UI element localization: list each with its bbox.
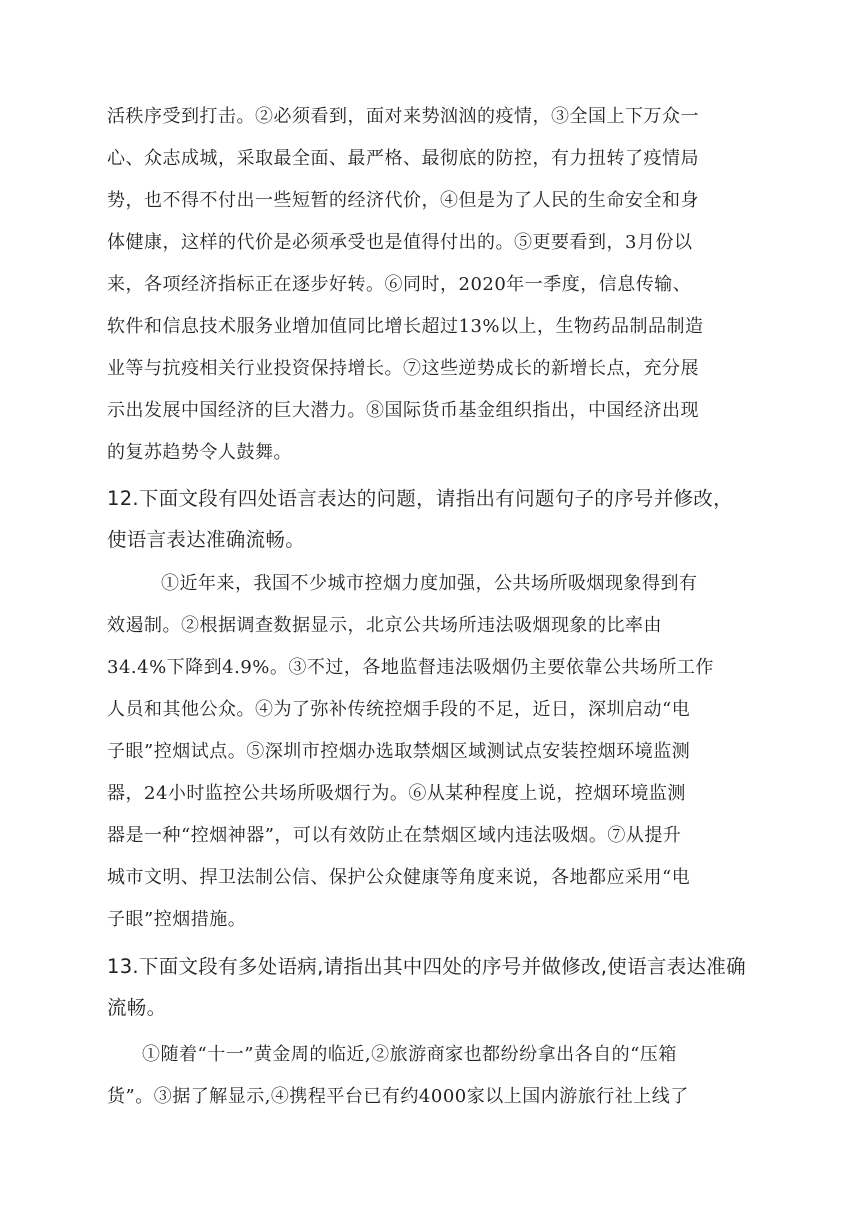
passage-line: 的复苏趋势令人鼓舞。 (107, 442, 292, 463)
question-12-passage-line: ①近年来，我国不少城市控烟力度加强，公共场所吸烟现象得到有 (161, 573, 698, 594)
passage-line: 来，各项经济指标正在逐步好转。⑥同时，2020年一季度，信息传输、 (107, 274, 692, 295)
question-13-passage-line: ①随着“十一”黄金周的临近,②旅游商家也都纷纷拿出各自的“压箱 (142, 1044, 677, 1065)
passage-line: 势，也不得不付出一些短暂的经济代价，④但是为了人民的生命安全和身 (107, 190, 699, 211)
question-13-passage-line: 货”。③据了解显示,④携程平台已有约4000家以上国内游旅行社上线了 (107, 1086, 689, 1107)
question-12-passage-line: 器是一种“控烟神器”，可以有效防止在禁烟区域内违法吸烟。⑦从提升 (107, 825, 682, 846)
question-13-title: 13.下面文段有多处语病,请指出其中四处的序号并做修改,使语言表达准确 (107, 955, 746, 978)
question-12-title: 12.下面文段有四处语言表达的问题，请指出有问题句子的序号并修改， (107, 487, 733, 510)
question-12-passage-line: 器，24小时监控公共场所吸烟行为。⑥从某种程度上说，控烟环境监测 (107, 783, 686, 804)
passage-line: 软件和信息技术服务业增加值同比增长超过13%以上，生物药品制品制造 (107, 316, 704, 337)
question-12-passage-line: 人员和其他公众。④为了弥补传统控烟手段的不足，近日，深圳启动“电 (107, 699, 691, 720)
question-12-passage-line: 效遏制。②根据调查数据显示，北京公共场所违法吸烟现象的比率由 (107, 615, 662, 636)
passage-line: 心、众志成城，采取最全面、最严格、最彻底的防控，有力扭转了疫情局 (107, 148, 699, 169)
question-12-passage-line: 子眼”控烟措施。 (107, 909, 247, 930)
question-12-passage-line: 城市文明、捍卫法制公信、保护公众健康等角度来说，各地都应采用“电 (107, 867, 691, 888)
passage-line: 业等与抗疫相关行业投资保持增长。⑦这些逆势成长的新增长点，充分展 (107, 358, 699, 379)
question-12-passage-line: 34.4%下降到4.9%。③不过，各地监督违法吸烟仍主要依靠公共场所工作 (107, 657, 714, 678)
passage-line: 活秩序受到打击。②必须看到，面对来势汹汹的疫情，③全国上下万众一 (107, 106, 699, 127)
question-13-title: 流畅。 (107, 996, 167, 1019)
passage-line: 体健康，这样的代价是必须承受也是值得付出的。⑤更要看到，3月份以 (107, 232, 693, 253)
question-12-title: 使语言表达准确流畅。 (107, 528, 306, 551)
question-12-passage-line: 子眼”控烟试点。⑤深圳市控烟办选取禁烟区域测试点安装控烟环境监测 (107, 741, 691, 762)
passage-line: 示出发展中国经济的巨大潜力。⑧国际货币基金组织指出，中国经济出现 (107, 400, 699, 421)
